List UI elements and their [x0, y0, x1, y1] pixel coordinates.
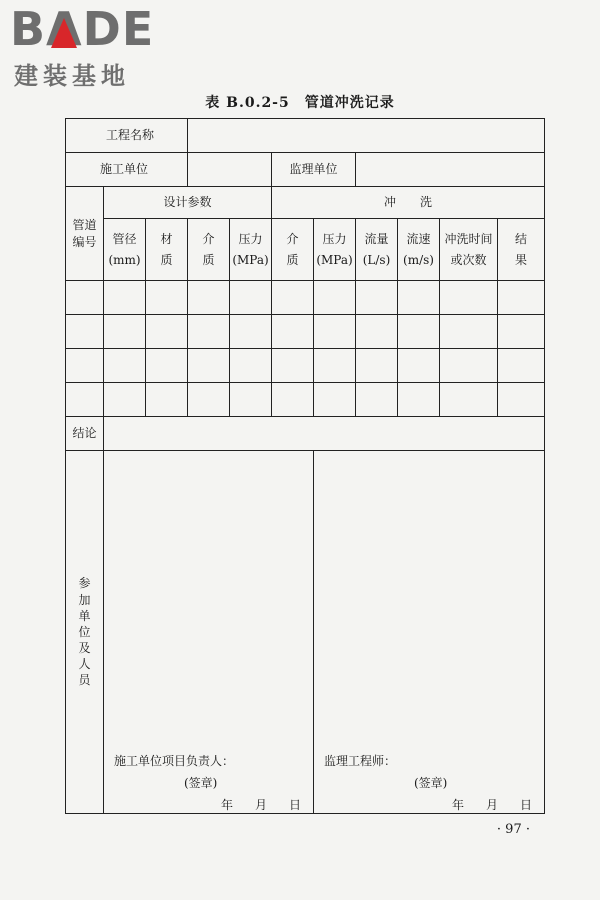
- construction-sign-date: 年 月 日: [220, 798, 301, 812]
- logo-accent-icon: [51, 18, 77, 48]
- col-material: 材 质: [146, 219, 188, 281]
- col-flush-medium: 介 质: [272, 219, 314, 281]
- construction-sign-cell[interactable]: [104, 451, 314, 814]
- supervision-sign-cell[interactable]: [314, 451, 545, 814]
- project-name-field[interactable]: [188, 119, 545, 153]
- supervision-unit-label: 监理单位: [272, 153, 356, 187]
- construction-seal-label: (签章): [184, 776, 218, 790]
- table-row: [66, 281, 545, 315]
- logo-subtitle: 建装基地: [14, 62, 130, 90]
- pipe-flush-record-table: [65, 118, 545, 814]
- page-title: 表 B.0.2-5 管道冲洗记录: [205, 95, 395, 111]
- supervision-engineer-label: 监理工程师：: [324, 754, 397, 768]
- col-pressure: 压力 (MPa): [230, 219, 272, 281]
- table-row: [66, 349, 545, 383]
- col-diameter: 管径 (mm): [104, 219, 146, 281]
- supervision-seal-label: (签章): [414, 776, 448, 790]
- col-result: 结 果: [498, 219, 545, 281]
- project-name-label: 工程名称: [66, 119, 188, 153]
- construction-unit-field[interactable]: [188, 153, 272, 187]
- col-medium: 介 质: [188, 219, 230, 281]
- table-row: [66, 383, 545, 417]
- col-flow: 流量 (L/s): [356, 219, 398, 281]
- supervision-sign-date: 年 月 日: [451, 798, 532, 812]
- supervision-unit-field[interactable]: [356, 153, 545, 187]
- conclusion-field[interactable]: [104, 417, 545, 451]
- table-row: [66, 315, 545, 349]
- conclusion-label: 结论: [66, 417, 104, 451]
- pipe-no-header: 管道 编号: [66, 187, 104, 281]
- flush-header: 冲 洗: [272, 187, 545, 219]
- page-number: · 97 ·: [496, 822, 530, 837]
- design-params-header: 设计参数: [104, 187, 272, 219]
- construction-manager-label: 施工单位项目负责人：: [114, 754, 235, 768]
- col-velocity: 流速 (m/s): [398, 219, 440, 281]
- col-flush-pressure: 压力 (MPa): [314, 219, 356, 281]
- col-flush-time: 冲洗时间 或次数: [440, 219, 498, 281]
- logo-word: BADE: [10, 2, 155, 56]
- participants-label: 参 加 单 位 及 人 员: [66, 451, 104, 814]
- construction-unit-label: 施工单位: [66, 153, 188, 187]
- bade-logo: [8, 2, 178, 90]
